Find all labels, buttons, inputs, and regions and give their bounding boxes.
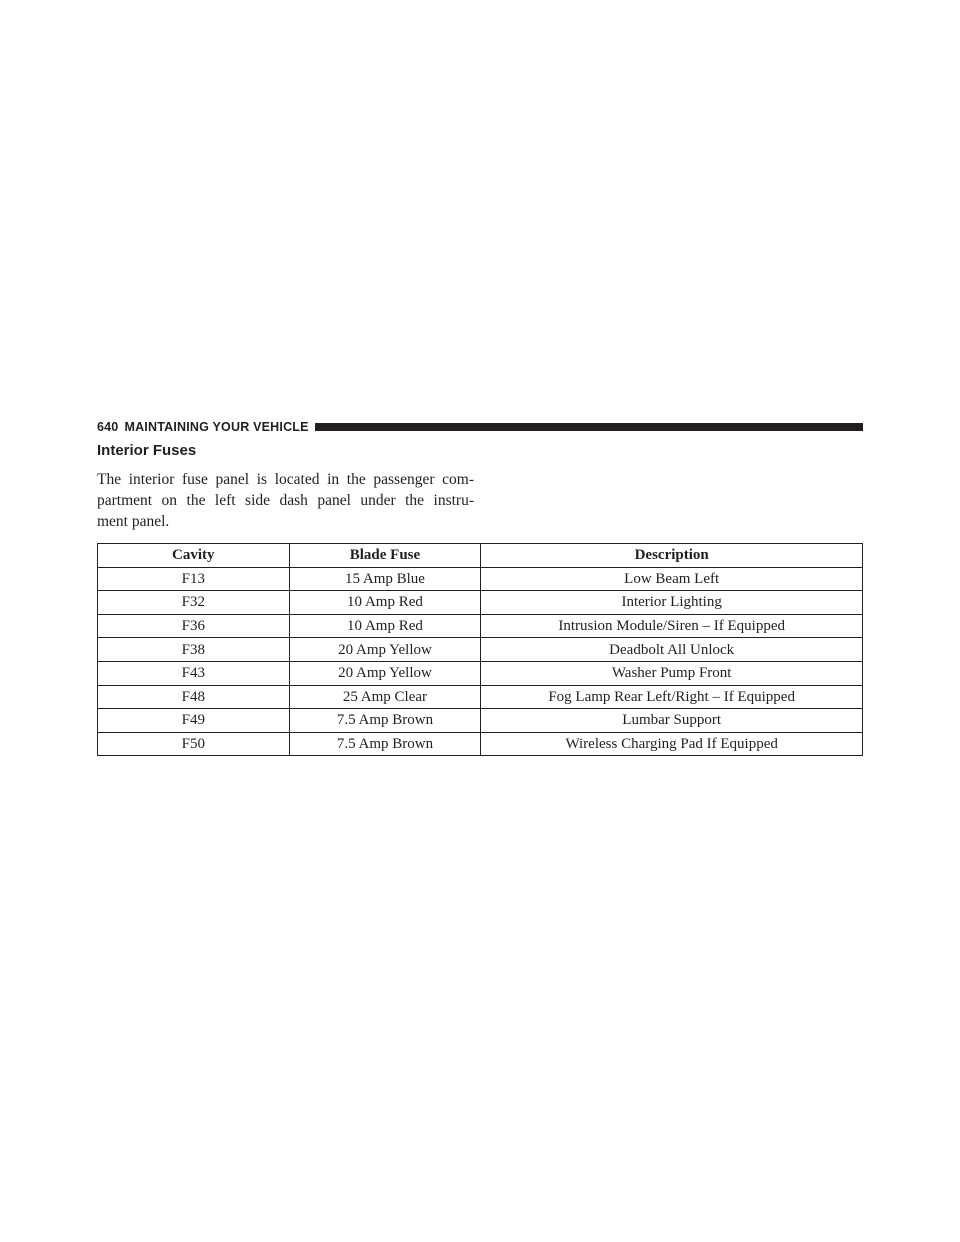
cavity-cell: F49 <box>98 709 290 733</box>
blade-fuse-cell: 20 Amp Yellow <box>289 661 481 685</box>
fuse-table <box>97 543 863 756</box>
cavity-cell: F32 <box>98 591 290 615</box>
table-row <box>98 614 863 638</box>
header-rule <box>315 423 863 431</box>
paragraph-line: The interior fuse panel is located in the passenger com- <box>97 471 474 488</box>
blade-fuse-cell: 15 Amp Blue <box>289 567 481 591</box>
paragraph-line: ment panel. <box>97 513 170 530</box>
description-cell: Interior Lighting <box>481 591 863 615</box>
cavity-cell: F38 <box>98 638 290 662</box>
description-cell: Deadbolt All Unlock <box>481 638 863 662</box>
section-heading: Interior Fuses <box>97 442 197 459</box>
description-cell: Lumbar Support <box>481 709 863 733</box>
page-header <box>97 419 863 435</box>
page-number: 640 <box>97 420 119 434</box>
cavity-cell: F13 <box>98 567 290 591</box>
column-header-description: Description <box>481 544 863 568</box>
blade-fuse-cell: 7.5 Amp Brown <box>289 709 481 733</box>
blade-fuse-cell: 20 Amp Yellow <box>289 638 481 662</box>
table-row <box>98 661 863 685</box>
cavity-cell: F43 <box>98 661 290 685</box>
table-row <box>98 732 863 756</box>
blade-fuse-cell: 7.5 Amp Brown <box>289 732 481 756</box>
description-cell: Wireless Charging Pad If Equipped <box>481 732 863 756</box>
column-header-blade-fuse: Blade Fuse <box>289 544 481 568</box>
table-row <box>98 591 863 615</box>
blade-fuse-cell: 10 Amp Red <box>289 591 481 615</box>
blade-fuse-cell: 25 Amp Clear <box>289 685 481 709</box>
cavity-cell: F48 <box>98 685 290 709</box>
description-cell: Intrusion Module/Siren – If Equipped <box>481 614 863 638</box>
paragraph-line: partment on the left side dash panel under the instru- <box>97 492 474 509</box>
description-cell: Fog Lamp Rear Left/Right – If Equipped <box>481 685 863 709</box>
description-cell: Low Beam Left <box>481 567 863 591</box>
table-row <box>98 685 863 709</box>
body-paragraph <box>97 469 474 532</box>
column-header-cavity: Cavity <box>98 544 290 568</box>
description-cell: Washer Pump Front <box>481 661 863 685</box>
table-row <box>98 638 863 662</box>
table-row <box>98 567 863 591</box>
cavity-cell: F50 <box>98 732 290 756</box>
chapter-title: MAINTAINING YOUR VEHICLE <box>124 420 309 434</box>
table-header-row <box>98 544 863 568</box>
table-row <box>98 709 863 733</box>
cavity-cell: F36 <box>98 614 290 638</box>
blade-fuse-cell: 10 Amp Red <box>289 614 481 638</box>
